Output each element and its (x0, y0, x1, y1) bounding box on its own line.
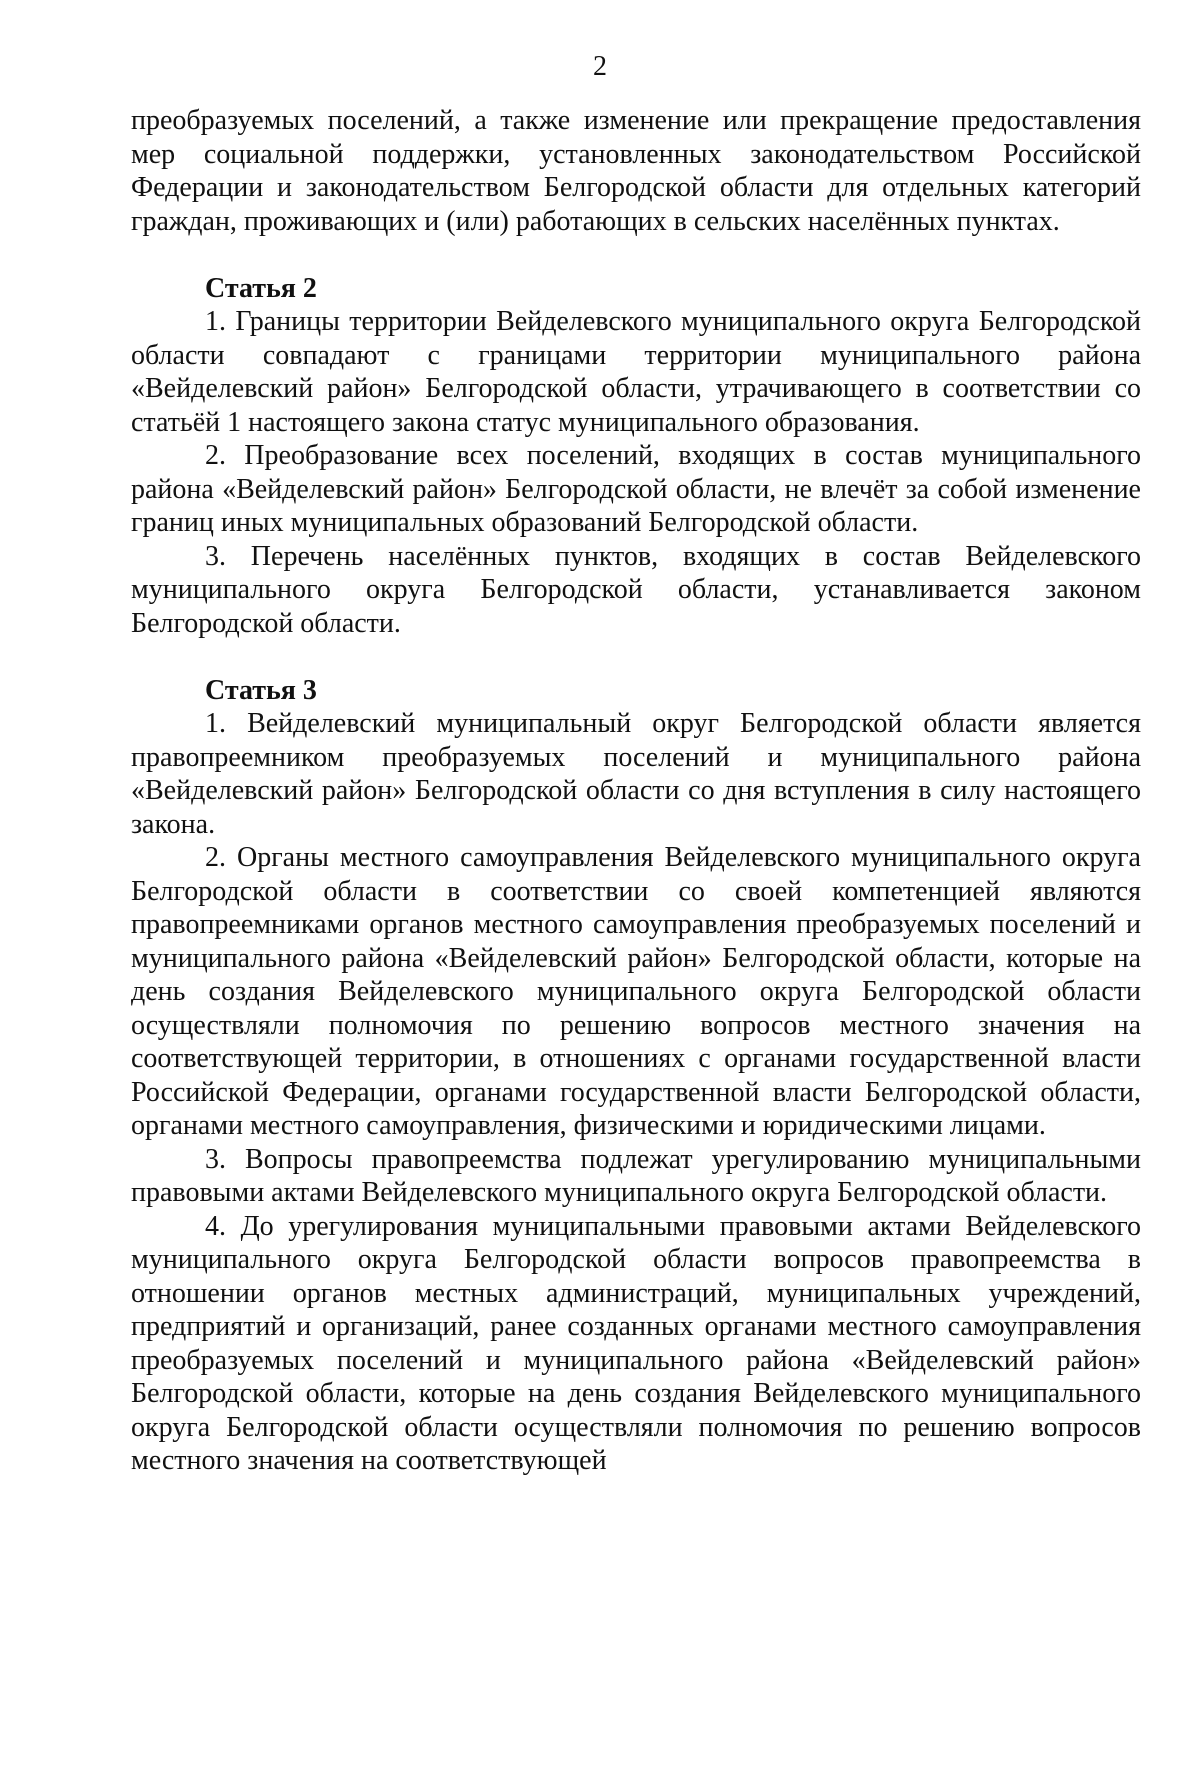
article-2-paragraph-1: 1. Границы территории Вейделевского муниципального округа Белгородской области совпадают с границами территории муниципального района «Вейделевский район» Белгородской области, утрачивающего в соответствии со статьёй 1 настоящего закона статус муниципального образования. (131, 306, 1141, 438)
spacer (131, 238, 1141, 272)
intro-paragraph: преобразуемых поселений, а также изменение или прекращение предоставления мер социальной поддержки, установленных законодательством Российской Федерации и законодательством Белгородской области для отдельных категорий граждан, проживающих и (или) работающих в сельских населённых пунктах. (131, 105, 1141, 237)
spacer (131, 640, 1141, 674)
article-3-paragraph-4: 4. До урегулирования муниципальными правовыми актами Вейделевского муниципального округа Белгородской области вопросов правопреемства в отношении органов местных администраций, муниципальных учреждений, предприятий и организаций, ранее созданных органами местного самоуправления преобразуемых поселений и муниципального района «Вейделевский район» Белгородской области, которые на день создания Вейделевского муниципального округа Белгородской области осуществляли полномочия по решению вопросов местного значения на соответствующей (131, 1210, 1141, 1476)
article-3-paragraph-3: 3. Вопросы правопреемства подлежат урегулированию муниципальными правовыми актами Вейделевского муниципального округа Белгородской области. (131, 1143, 1141, 1208)
article-3-paragraph-1: 1. Вейделевский муниципальный округ Белгородской области является правопреемником преобразуемых поселений и муниципального района «Вейделевский район» Белгородской области со дня вступления в силу настоящего закона. (131, 708, 1141, 840)
article-3-paragraph-2: 2. Органы местного самоуправления Вейделевского муниципального округа Белгородской области в соответствии со своей компетенцией являются правопреемниками органов местного самоуправления преобразуемых поселений и муниципального района «Вейделевский район» Белгородской области, которые на день создания Вейделевского муниципального округа Белгородской области осуществляли полномочия по решению вопросов местного значения на соответствующей территории, в отношениях с органами государственной власти Российской Федерации, органами государственной власти Белгородской области, органами местного самоуправления, физическими и юридическими лицами. (131, 842, 1141, 1141)
article-2-heading: Статья 2 (205, 272, 317, 304)
page-number: 2 (593, 51, 607, 82)
document-body (131, 104, 1141, 1478)
article-3-heading: Статья 3 (205, 674, 317, 706)
article-2-paragraph-2: 2. Преобразование всех поселений, входящих в состав муниципального района «Вейделевский район» Белгородской области, не влечёт за собой изменение границ иных муниципальных образований Белгородской области. (131, 440, 1141, 538)
article-2-paragraph-3: 3. Перечень населённых пунктов, входящих в состав Вейделевского муниципального округа Белгородской области, устанавливается законом Белгородской области. (131, 540, 1141, 639)
